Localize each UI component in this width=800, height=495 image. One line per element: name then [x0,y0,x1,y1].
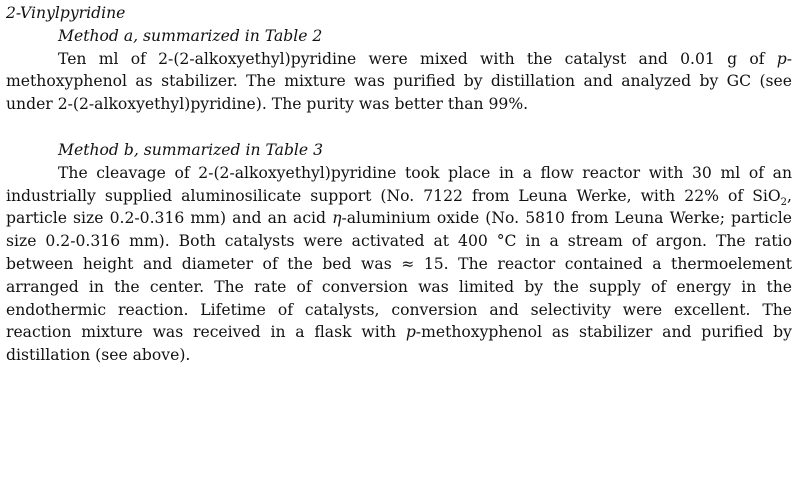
method-b-text-1: The cleavage of 2-(2-alkoxyethyl)pyridine took place in a flow reactor with 30 ml of an industrially supplied aluminosilicate support (No. 7122 from Leuna Werke, with 22% of SiO [6,163,792,205]
method-b-heading: Method b, summarized in Table 3 [58,140,324,159]
method-a-heading: Method a, summarized in Table 2 [58,26,323,45]
section-title: 2-Vinylpyridine [6,4,126,22]
method-b-paragraph [6,162,792,367]
paragraph-gap [6,116,792,139]
method-a-text-2: -methoxyphenol as stabilizer. The mixture was purified by distillation and analyzed by GC (see under 2-(2-alkoxyethyl)pyridine). The purity was better than 99%. [6,49,792,114]
method-b-text-2: , particle size 0.2-0.316 mm) and an acid [6,186,792,228]
method-a-para-symbol: p [776,49,787,68]
method-b-text-3: -aluminium oxide (No. 5810 from Leuna Werke; particle size 0.2-0.316 mm). Both catalysts were activated at 400 °C in a stream of argon. The ratio between height and diameter of the bed was ≈ 15. The reactor contained a thermoelement arranged in the center. The rate of conversion was limited by the supply of energy in the endothermic reaction. Lifetime of catalysts, conversion and selectivity were excellent. The reaction mixture was received in a flask with [6,209,792,342]
document-page [6,2,792,367]
method-b-subscript: 2 [780,196,788,208]
method-b-eta-symbol: η [332,209,342,228]
method-a-text-1: Ten ml of 2-(2-alkoxyethyl)pyridine were mixed with the catalyst and 0.01 g of [58,49,777,68]
method-a-paragraph [6,48,792,116]
method-b-para-symbol: p [405,323,416,342]
method-b-text-4: -methoxyphenol as stabilizer and purified by distillation (see above). [6,323,792,365]
